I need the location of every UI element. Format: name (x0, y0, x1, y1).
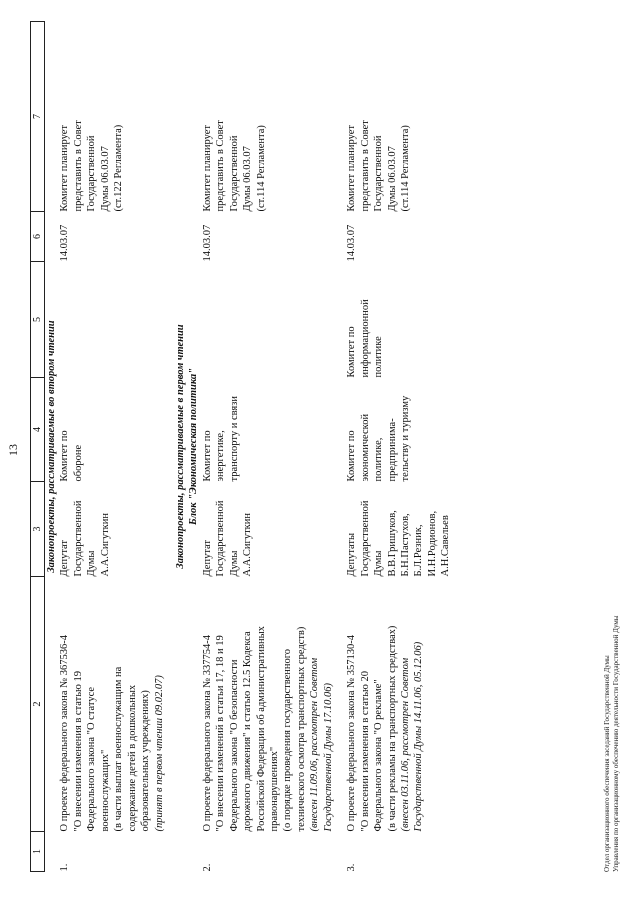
header-cell-6: 6 (31, 212, 45, 262)
header-cell-1: 1 (31, 832, 45, 872)
table-row (58, 22, 166, 872)
bill-authors: Депутаты Государственной Думы В.В.Гришуков, Б.Н.Пастухов, Б.Л.Резник, И.Н.Родионов, А.Н.Савельев (346, 500, 452, 577)
header-cell-7: 7 (31, 22, 45, 212)
responsible-committee: Комитет по экономической политике, предпринима- тельству и туризму (346, 395, 411, 482)
bill-status-note: (принят в первом чтении 09.02.07) (153, 675, 165, 832)
bill-authors: Депутат Государственной Думы А.А.Сигуткин (59, 500, 111, 577)
bill-title: О проекте федерального закона № 367536-4 "О внесении изменения в статью 19 Федерального закона "О статусе военнослужащих" (в части выплат военнослужащим на содержание детей в дошкольных образовательных учреждениях) (принят в первом чтении 09.02.07) (58, 577, 166, 832)
header-cell-5: 5 (31, 262, 45, 378)
agenda-table (30, 21, 453, 872)
header-cell-2: 2 (31, 577, 45, 832)
bill-status-note: Государственной Думы 14.11.06, 05.12.06) (413, 641, 425, 832)
bill-authors: Депутат Государственной Думы А.А.Сигуткин (201, 500, 254, 577)
bill-status-note: (внесен 03.11.06, рассмотрен Советом (399, 657, 411, 832)
page-number: 13 (6, 444, 20, 456)
header-cell-4: 4 (31, 378, 45, 482)
review-date: 14.03.07 (59, 224, 71, 262)
bill-title: О проекте федерального закона № 337754-4 "О внесении изменений в статьи 17, 18 и 19 Федерального закона "О безопасности дорожного движения" и статью 12.5 Кодекса Российской Федерации об административных правонарушениях" (о порядке проведения государственного технического осмотра транспортных средств) (внесен 11.09.06, рассмотрен Советом Государственной Думы 17.10.06) (201, 577, 335, 832)
committee-decision: Комитет планирует представить в Совет Государственной Думы 06.03.07 (ст.122 Регламента) (59, 120, 125, 212)
block-heading-economic: Блок "Экономическая политика" (188, 367, 200, 526)
table-row (345, 22, 453, 872)
section-heading-second-reading: Законопроекты, рассматриваемые во втором чтении (46, 320, 57, 573)
committee-decision: Комитет планирует представить в Совет Государственной Думы 06.03.07 (ст.114 Регламента) (201, 120, 267, 212)
bill-title: О проекте федерального закона № 357130-4 "О внесении изменения в статью 20 Федерального закона "О рекламе" (в части рекламы на транспортных средствах) (внесен 03.11.06, рассмотрен Советом Государственной Думы 14.11.06, 05.12.06) (345, 577, 453, 832)
section-heading-first-reading: Законопроекты, рассматриваемые в первом чтении (174, 324, 186, 569)
committee-decision: Комитет планирует представить в Совет Государственной Думы 06.03.07 (ст.114 Регламента) (346, 120, 411, 212)
table-row (201, 22, 335, 872)
row-number: 3. (346, 863, 358, 872)
bill-status-note: Государственной Думы 17.10.06) (322, 683, 334, 832)
responsible-committee: Комитет по обороне (59, 430, 84, 482)
footer-line: Управления по организационному обеспечению деятельности Государственной Думы (612, 615, 620, 872)
page-footer (603, 616, 621, 872)
co-committee (201, 262, 335, 378)
bill-status-note: (внесен 11.09.06, рассмотрен Советом (309, 657, 321, 832)
header-cell-3: 3 (31, 482, 45, 577)
footer-line: Отдел организационного обеспечения заседаний Государственной Думы (603, 655, 611, 872)
header-row (31, 22, 45, 872)
review-date: 14.03.07 (201, 224, 213, 262)
row-number: 1. (59, 863, 71, 872)
review-date: 14.03.07 (346, 224, 358, 262)
co-committee (58, 262, 166, 378)
row-number: 2. (201, 863, 213, 872)
responsible-committee: Комитет по энергетике, транспорту и связи (201, 395, 240, 482)
co-committee: Комитет по информационной политике (346, 299, 385, 378)
